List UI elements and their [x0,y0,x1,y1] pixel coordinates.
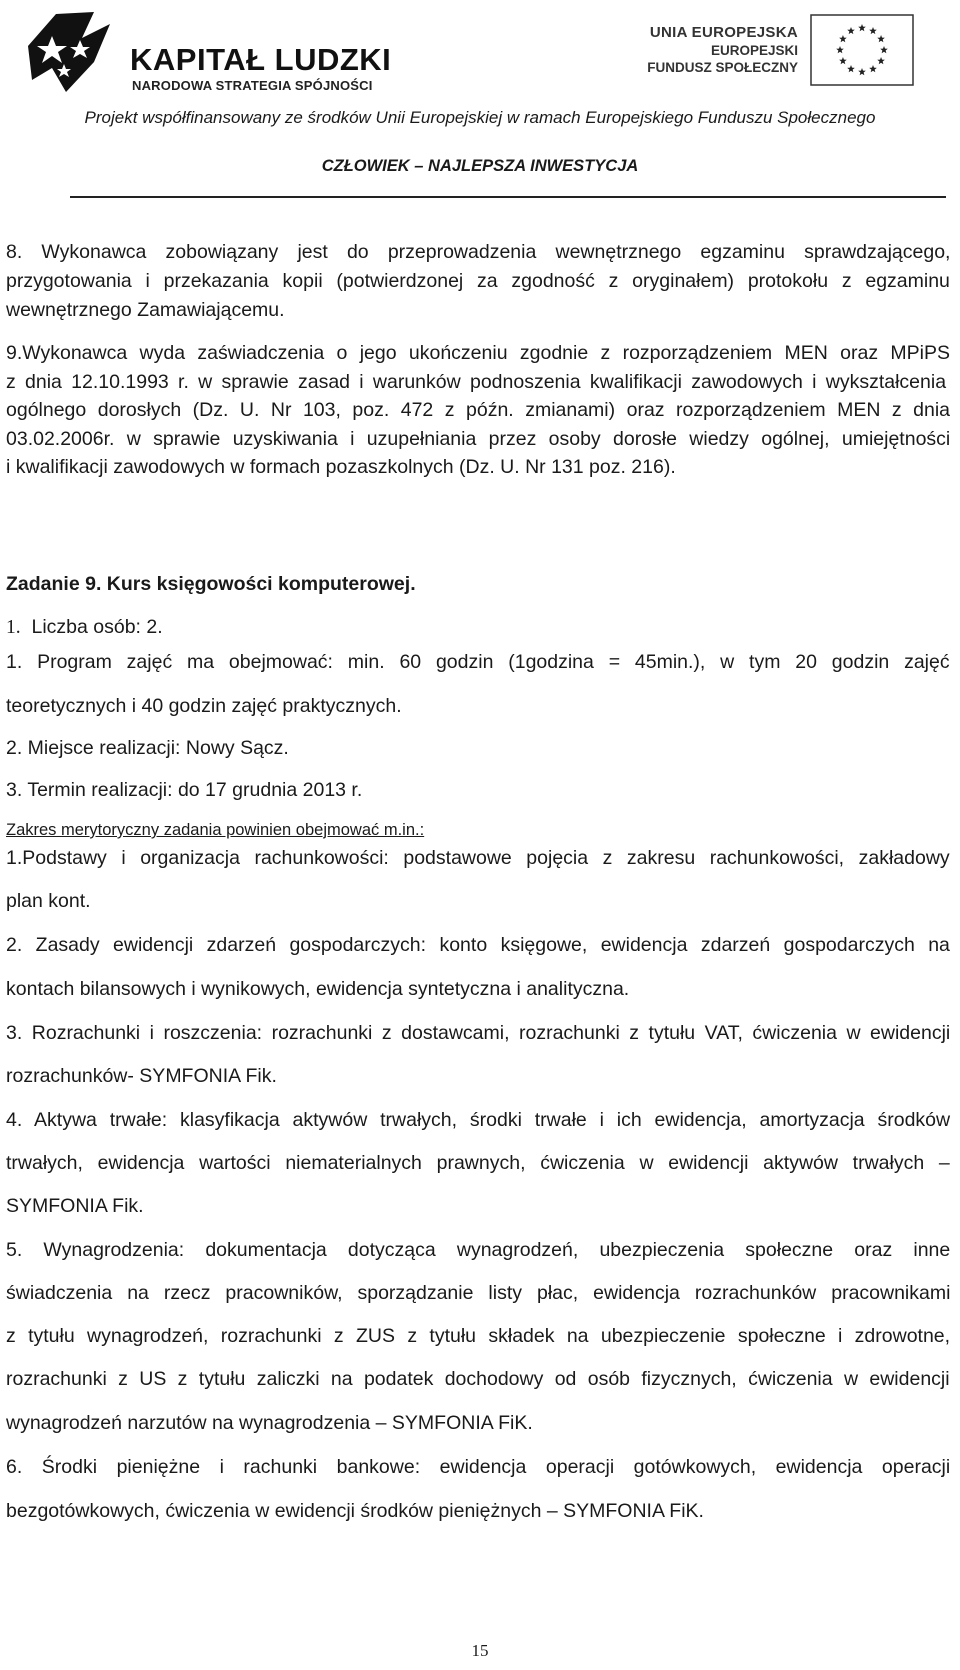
text-line [6,453,950,482]
term-line: 3. Termin realizacji: do 17 grudnia 2013 r. [6,779,363,801]
program-line-1: 1. Program zajęć ma obejmować: min. 60 godzin (1godzina = 45min.), w tym 20 godzin zajęć [6,651,950,673]
scope-item-5-line: z tytułu wynagrodzeń, rozrachunki z ZUS z tytułu składek na ubezpieczenie społeczne i zdrowotne, [6,1325,951,1347]
people-count-label: Liczba osób: 2. [31,616,163,638]
scope-item-5-line: wynagrodzeń narzutów na wynagrodzenia – SYMFONIA FiK. [6,1412,533,1434]
scope-item-6-line: bezgotówkowych, ćwiczenia w ewidencji środków pieniężnych – SYMFONIA FiK. [6,1500,704,1522]
scope-item-5-line: świadczenia na rzecz pracowników, sporządzanie listy płac, ewidencja rozrachunków pracownikami [6,1282,951,1304]
text-line [6,296,950,325]
kapital-ludzki-logo [22,6,392,98]
line-text: i kwalifikacji zawodowych w formach pozaszkolnych (Dz. U. Nr 131 poz. 216). [6,456,676,478]
people-count-line [6,616,163,639]
scope-item-4-line: trwałych, ewidencja wartości niematerialnych prawnych, ćwiczenia w ewidencji aktywów trwałych – [6,1152,950,1174]
text-line [6,396,950,425]
eu-fund-line1: EUROPEJSKI [710,43,798,58]
line-text: ogólnego dorosłych (Dz. U. Nr 103, poz. 472 z późn. zmianami) oraz rozporządzeniem MEN z dnia [6,399,951,421]
text-line [6,368,950,397]
kapital-ludzki-subtitle: NARODOWA STRATEGIA SPÓJNOŚCI [132,78,373,93]
scope-heading: Zakres merytoryczny zadania powinien obejmować m.in.: [6,821,425,839]
eu-fund-line2: FUNDUSZ SPOŁECZNY [647,60,798,75]
motto: CZŁOWIEK – NAJLEPSZA INWESTYCJA [321,157,639,175]
scope-item-3-line: rozrachunków- SYMFONIA Fik. [6,1065,277,1087]
eu-flag-icon [810,14,914,86]
scope-item-1-line: plan kont. [6,890,91,912]
kapital-ludzki-emblem-icon [22,6,132,98]
cofinancing-tagline: Projekt współfinansowany ze środków Unii Europejskiej w ramach Europejskiego Funduszu Społecznego [84,108,876,127]
scope-item-4-line: SYMFONIA Fik. [6,1195,144,1217]
task-title: Zadanie 9. Kurs księgowości komputerowej. [6,573,416,595]
scope-item-5-line: 5. Wynagrodzenia: dokumentacja dotycząca wynagrodzeń, ubezpieczenia społeczne oraz inne [6,1239,951,1261]
text-line [6,238,950,267]
scope-item-2-line: 2. Zasady ewidencji zdarzeń gospodarczych: konto księgowe, ewidencja zdarzeń gospodarczych na [6,934,950,956]
eu-text-block [628,24,798,76]
text-line [6,339,950,368]
scope-item-2-line: kontach bilansowych i wynikowych, ewidencja syntetyczna i analityczna. [6,978,630,1000]
text-line [6,425,950,454]
place-line: 2. Miejsce realizacji: Nowy Sącz. [6,737,289,759]
header-divider [70,196,946,198]
kapital-ludzki-title: KAPITAŁ LUDZKI [130,42,392,77]
line-text: przygotowania i przekazania kopii (potwierdzonej za zgodność z oryginałem) protokołu z egzaminu [6,270,950,292]
line-text: 8. Wykonawca zobowiązany jest do przeprowadzenia wewnętrznego egzaminu sprawdzającego, [6,241,951,263]
people-count-number: 1. [6,617,21,638]
scope-item-4-line: 4. Aktywa trwałe: klasyfikacja aktywów trwałych, środki trwałe i ich ewidencja, amortyzacja środków [6,1109,951,1131]
scope-item-1-line: 1.Podstawy i organizacja rachunkowości: podstawowe pojęcia z zakresu rachunkowości, zakładowy [6,847,950,869]
eu-title: UNIA EUROPEJSKA [649,24,798,41]
line-text: z dnia 12.10.1993 r. w sprawie zasad i warunków podnoszenia kwalifikacji zawodowych i wykształcenia [6,370,947,393]
scope-item-3-line: 3. Rozrachunki i roszczenia: rozrachunki z dostawcami, rozrachunki z tytułu VAT, ćwiczenia w ewidencji [6,1022,951,1044]
section-8-paragraph [6,238,950,325]
line-text: 03.02.2006r. w sprawie uzyskiwania i uzupełniania przez osoby dorosłe wiedzy ogólnej, umiejętności [6,427,951,450]
section-9-paragraph [6,339,950,482]
page-number: 15 [471,1641,489,1660]
line-text: 9.Wykonawca wyda zaświadczenia o jego ukończeniu zgodnie z rozporządzeniem MEN oraz MPiPS [6,342,951,364]
scope-item-5-line: rozrachunki z US z tytułu zaliczki na podatek dochodowy od osób fizycznych, ćwiczenia w ewidencji [6,1368,950,1390]
text-line [6,267,950,296]
scope-item-6-line: 6. Środki pieniężne i rachunki bankowe: ewidencja operacji gotówkowych, ewidencja operacji [6,1456,951,1478]
line-text: wewnętrznego Zamawiającemu. [6,299,285,321]
program-line-2: teoretycznych i 40 godzin zajęć praktycznych. [6,695,402,717]
